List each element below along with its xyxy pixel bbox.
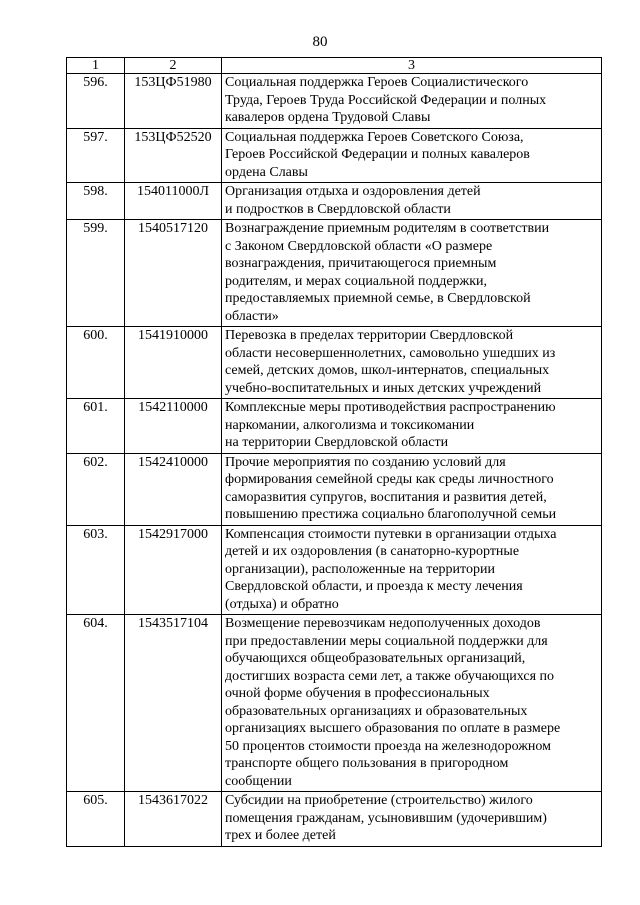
description-line: повышению престижа социально благополучной семьи [225, 507, 557, 522]
description-line: Перевозка в пределах территории Свердловской [225, 328, 514, 343]
table-row [67, 792, 602, 847]
classification-code: 1540517120 [125, 220, 222, 327]
description-line: организации), расположенные на территории [225, 561, 495, 577]
table-row [67, 183, 602, 220]
description-line: саморазвития супругов, воспитания и развития детей, [225, 489, 547, 505]
classification-code: 154011000Л [125, 183, 222, 220]
description-line: при предоставлении меры социальной поддержки для [225, 633, 548, 649]
item-description [222, 128, 602, 183]
table-row [67, 220, 602, 327]
description-line: помещения гражданам, усыновившим (удочерившим) [225, 810, 547, 826]
table-row [67, 74, 602, 129]
description-line: образовательных организациях и образовательных [225, 703, 528, 719]
classification-code: 153ЦФ52520 [125, 128, 222, 183]
item-description [222, 399, 602, 454]
item-description [222, 792, 602, 847]
description-line: формирования семейной среды как среды личностного [225, 472, 554, 487]
description-line: на территории Свердловской области [225, 435, 449, 450]
page-number: 80 [312, 34, 328, 50]
description-line: 50 процентов стоимости проезда на железнодорожном [225, 738, 551, 754]
table-row [67, 615, 602, 792]
table-row [67, 399, 602, 454]
description-line: и подростков в Свердловской области [225, 201, 451, 217]
description-line: транспорте общего пользования в пригородном [225, 756, 509, 771]
description-line: Возмещение перевозчикам недополученных доходов [225, 616, 541, 631]
description-line: Свердловской области, и проезда к месту лечения [225, 579, 523, 594]
table-row [67, 453, 602, 525]
description-line: родителям, и мерах социальной поддержки, [225, 273, 488, 289]
classification-code: 153ЦФ51980 [125, 74, 222, 129]
item-description [222, 220, 602, 327]
classification-code: 1543517104 [125, 615, 222, 792]
row-number: 598. [67, 183, 125, 220]
row-number: 604. [67, 615, 125, 792]
item-description [222, 453, 602, 525]
description-line: обучающихся общеобразовательных организаций, [225, 651, 526, 666]
table-row [67, 525, 602, 615]
description-line: трех и более детей [225, 828, 336, 843]
item-description [222, 74, 602, 129]
classification-code: 1543617022 [125, 792, 222, 847]
description-line: области» [225, 308, 279, 324]
description-line: учебно-воспитательных и иных детских учреждений [225, 380, 542, 396]
table-body [67, 74, 602, 847]
row-number: 596. [67, 74, 125, 129]
row-number: 605. [67, 792, 125, 847]
description-line: Субсидии на приобретение (строительство) жилого [225, 793, 533, 808]
row-number: 603. [67, 525, 125, 615]
description-line: наркомании, алкоголизма и токсикомании [225, 417, 475, 433]
description-line: семей, детских домов, школ-интернатов, специальных [225, 363, 550, 378]
description-line: достигших возраста семи лет, а также обучающихся по [225, 668, 555, 684]
row-number: 602. [67, 453, 125, 525]
budget-classification-table [66, 57, 602, 847]
item-description [222, 615, 602, 792]
description-line: Компенсация стоимости путевки в организации отдыха [225, 526, 557, 542]
description-line: детей и их оздоровления (в санаторно-курортные [225, 544, 520, 559]
table-header-row [67, 58, 602, 74]
column-header-2: 2 [125, 58, 222, 74]
description-line: Вознаграждение приемным родителям в соответствии [225, 221, 550, 236]
description-line: ордена Славы [225, 164, 308, 180]
description-line: Социальная поддержка Героев Социалистического [225, 75, 529, 90]
classification-code: 1542110000 [125, 399, 222, 454]
classification-code: 1541910000 [125, 327, 222, 399]
description-line: области несовершеннолетних, самовольно ушедших из [225, 345, 556, 361]
table-row [67, 327, 602, 399]
description-line: сообщении [225, 773, 292, 789]
row-number: 601. [67, 399, 125, 454]
description-line: кавалеров ордена Трудовой Славы [225, 110, 431, 125]
item-description [222, 183, 602, 220]
description-line: с Законом Свердловской области «О размере [225, 238, 493, 254]
classification-code: 1542410000 [125, 453, 222, 525]
description-line: Комплексные меры противодействия распространению [225, 400, 556, 415]
description-line: (отдыха) и обратно [225, 596, 339, 612]
description-line: Прочие мероприятия по созданию условий для [225, 454, 506, 470]
row-number: 597. [67, 128, 125, 183]
description-line: очной форме обучения в профессиональных [225, 686, 490, 701]
column-header-1: 1 [67, 58, 125, 74]
row-number: 599. [67, 220, 125, 327]
description-line: вознаграждения, причитающегося приемным [225, 256, 497, 271]
description-line: организациях высшего образования по оплате в размере [225, 721, 561, 736]
item-description [222, 525, 602, 615]
row-number: 600. [67, 327, 125, 399]
description-line: Социальная поддержка Героев Советского Союза, [225, 129, 524, 145]
column-header-3: 3 [222, 58, 602, 74]
table-row [67, 128, 602, 183]
item-description [222, 327, 602, 399]
description-line: Героев Российской Федерации и полных кавалеров [225, 147, 530, 162]
description-line: предоставляемых приемной семье, в Свердловской [225, 291, 531, 306]
description-line: Труда, Героев Труда Российской Федерации и полных [225, 92, 547, 108]
classification-code: 1542917000 [125, 525, 222, 615]
description-line: Организация отдыха и оздоровления детей [225, 184, 481, 199]
